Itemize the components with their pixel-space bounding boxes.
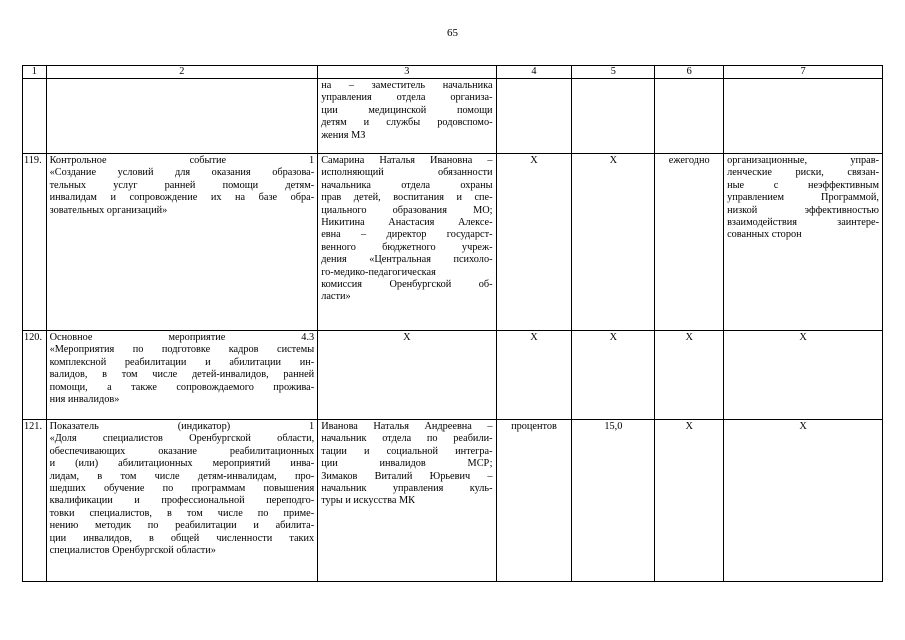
- description-line: товки специалистов, в том числе по приме-: [49, 507, 315, 519]
- header-cell: 7: [724, 66, 883, 79]
- responsible-line: Никитина Анастасия Алексе-: [321, 217, 493, 229]
- row-number: 121.: [24, 421, 43, 432]
- unit-value: Х: [530, 332, 538, 343]
- description-cell: [46, 331, 318, 420]
- responsible-line: го-медико-педагогическая: [321, 266, 436, 278]
- value-cell: [572, 420, 655, 582]
- table-row: [23, 79, 883, 154]
- description-line: тельных услуг ранней помощи детям-: [49, 179, 315, 191]
- unit-cell: [496, 154, 572, 331]
- responsible-cell: [318, 331, 496, 420]
- period-value: Х: [685, 421, 693, 432]
- description-line: нению методик по реабилитации и абилита-: [49, 520, 315, 532]
- responsible-line: евна – директор государст-: [321, 229, 493, 241]
- description-line: ции инвалидов, в общей численности таких: [49, 532, 315, 544]
- indicator-value: Х: [609, 155, 618, 166]
- responsible-line: управления отдела организа-: [321, 92, 493, 104]
- unit-cell: [496, 331, 572, 420]
- responsible-line: ции медицинской помощи: [321, 104, 493, 116]
- responsible-line: начальник управления куль-: [321, 483, 493, 495]
- period-value: Х: [685, 332, 693, 343]
- period-cell: [655, 79, 724, 154]
- risks-cell: [724, 79, 883, 154]
- description-line: валидов, в том числе детей-инвалидов, ранней: [49, 369, 315, 381]
- description-line: комплексной реабилитации и абилитации ин-: [49, 356, 315, 368]
- risks-line: Х: [799, 332, 807, 343]
- table-row: [23, 420, 883, 582]
- responsible-line: дения «Центральная психоло-: [321, 254, 493, 266]
- header-cell: 2: [46, 66, 318, 79]
- table-row: [23, 154, 883, 331]
- responsible-line: Зимаков Виталий Юрьевич –: [321, 470, 493, 482]
- header-cell: 5: [572, 66, 655, 79]
- header-cell: 6: [655, 66, 724, 79]
- description-line: «Мероприятия по подготовке кадров системы: [49, 344, 315, 356]
- risks-cell: [724, 331, 883, 420]
- period-cell: [655, 420, 724, 582]
- indicator-value: 15,0: [604, 421, 623, 432]
- row-number-cell: [23, 79, 47, 154]
- responsible-cell: [318, 420, 496, 582]
- responsible-line: Х: [403, 332, 411, 343]
- responsible-line: туры и искусства МК: [321, 495, 416, 507]
- risks-line: организационные, управ-: [727, 155, 879, 166]
- description-line: лидам, в том числе детям-инвалидам, про-: [49, 470, 315, 482]
- description-cell: [46, 154, 318, 331]
- page-number: 65: [447, 27, 458, 39]
- value-cell: [572, 331, 655, 420]
- responsible-line: ласти»: [321, 291, 351, 303]
- unit-value: процентов: [511, 421, 557, 432]
- period-cell: [655, 331, 724, 420]
- risks-line: управлением Программой,: [727, 192, 879, 204]
- table-row: [23, 331, 883, 420]
- responsible-line: начальник отдела по реабили-: [321, 433, 493, 445]
- risks-line: сованных сторон: [727, 229, 802, 241]
- description-line: инвалидам и сопровождение их на базе обра-: [49, 192, 315, 204]
- description-line: помощи, а также сопровождаемого прожива-: [49, 381, 315, 393]
- risks-line: Х: [799, 421, 807, 432]
- description-line: обеспечивающих оказание реабилитационных: [49, 445, 315, 457]
- risks-line: ные с неэффективным: [727, 179, 879, 191]
- responsible-line: Иванова Наталья Андреевна –: [321, 421, 493, 432]
- period-cell: [655, 154, 724, 331]
- responsible-cell: [318, 154, 496, 331]
- description-line: «Доля специалистов Оренбургской области,: [49, 433, 315, 445]
- description-line: зовательных организаций»: [49, 204, 168, 216]
- responsible-line: тации и социальной интегра-: [321, 445, 493, 457]
- responsible-line: циального образования МО;: [321, 204, 493, 216]
- description-line: специалистов Оренбургской области»: [49, 545, 216, 557]
- responsible-line: ции инвалидов МСР;: [321, 458, 493, 470]
- responsible-line: венного бюджетного учреж-: [321, 241, 493, 253]
- description-line: и (или) абилитационных мероприятий инва-: [49, 458, 315, 470]
- column-number-header: [23, 66, 883, 79]
- row-number: 119.: [24, 155, 42, 166]
- risks-line: взаимодействия заинтере-: [727, 217, 879, 229]
- responsible-line: прав детей, воспитания и спе-: [321, 192, 493, 204]
- description-line: Контрольное событие 1: [49, 155, 315, 166]
- row-number-cell: [23, 331, 47, 420]
- risks-line: ленческие риски, связан-: [727, 167, 879, 179]
- header-cell: 4: [496, 66, 572, 79]
- unit-cell: [496, 420, 572, 582]
- plan-table: [22, 65, 883, 582]
- responsible-line: начальника отдела охраны: [321, 179, 493, 191]
- description-cell: [46, 420, 318, 582]
- header-cell: 3: [318, 66, 496, 79]
- period-value: ежегодно: [668, 155, 710, 166]
- responsible-line: комиссия Оренбургской об-: [321, 279, 493, 291]
- responsible-line: детям и службы родовспомо-: [321, 117, 493, 129]
- row-number-cell: [23, 420, 47, 582]
- description-line: ния инвалидов»: [49, 394, 120, 406]
- description-cell: [46, 79, 318, 154]
- row-number-cell: [23, 154, 47, 331]
- responsible-line: жения МЗ: [321, 129, 366, 141]
- value-cell: [572, 79, 655, 154]
- responsible-line: исполняющий обязанности: [321, 167, 493, 179]
- indicator-value: Х: [609, 332, 618, 343]
- value-cell: [572, 154, 655, 331]
- risks-cell: [724, 420, 883, 582]
- description-line: «Создание условий для оказания образова-: [49, 167, 315, 179]
- responsible-line: Самарина Наталья Ивановна –: [321, 155, 493, 166]
- risks-line: низкой эффективностью: [727, 204, 879, 216]
- responsible-cell: [318, 79, 496, 154]
- description-line: Основное мероприятие 4.3: [49, 332, 315, 343]
- responsible-line: на – заместитель начальника: [321, 80, 493, 91]
- unit-value: Х: [530, 155, 538, 166]
- header-cell: 1: [23, 66, 47, 79]
- description-line: Показатель (индикатор) 1: [49, 421, 315, 432]
- description-line: квалификации и профессиональной переподго-: [49, 495, 315, 507]
- description-line: шедших обучение по программам повышения: [49, 483, 315, 495]
- unit-cell: [496, 79, 572, 154]
- risks-cell: [724, 154, 883, 331]
- row-number: 120.: [24, 332, 43, 343]
